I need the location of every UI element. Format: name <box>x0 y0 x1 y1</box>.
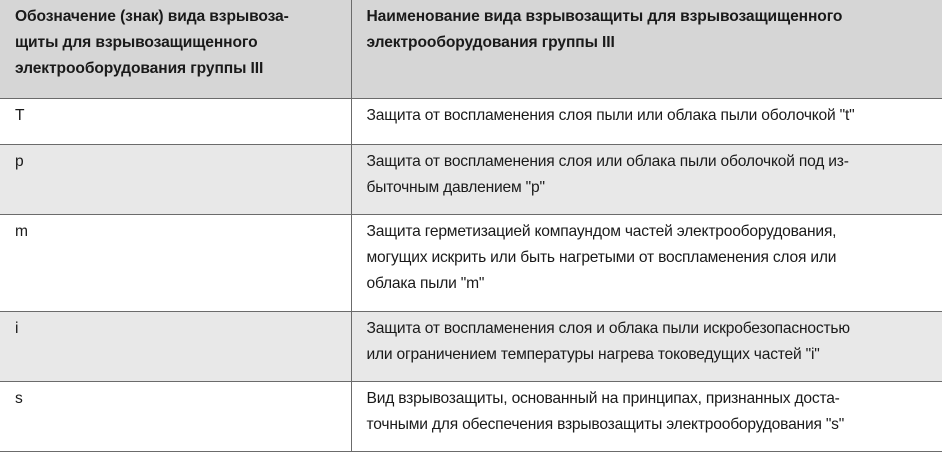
header-text-line: электрооборудования группы III <box>15 60 264 77</box>
symbol-cell: m <box>0 215 351 312</box>
header-text-line: Наименование вида взрывозащиты для взрывозащищенного <box>366 8 843 25</box>
table-row <box>0 215 942 312</box>
table-row <box>0 145 942 215</box>
header-symbol-cell <box>0 0 351 99</box>
name-text-line: или ограничением температуры нагрева токоведущих частей "i" <box>366 346 820 363</box>
name-text-line: облака пыли "m" <box>366 275 485 292</box>
name-text-line: Вид взрывозащиты, основанный на принципах, признанных доста- <box>366 390 840 407</box>
name-text-line: точными для обеспечения взрывозащиты электрооборудования "s" <box>366 416 845 433</box>
table-header-row <box>0 0 942 99</box>
table-row <box>0 382 942 452</box>
table-row <box>0 312 942 382</box>
name-cell <box>351 382 942 452</box>
name-text-line: Защита от воспламенения слоя или облака пыли оболочкой под из- <box>366 153 849 170</box>
header-text-line: щиты для взрывозащищенного <box>15 34 258 51</box>
name-text-line: быточным давлением "p" <box>366 179 545 196</box>
table-row <box>0 99 942 145</box>
name-cell <box>351 215 942 312</box>
name-text-line: Защита от воспламенения слоя и облака пыли искробезопасностью <box>366 320 850 337</box>
name-text-line: Защита от воспламенения слоя пыли или облака пыли оболочкой "t" <box>366 107 855 124</box>
name-text-line: Защита герметизацией компаундом частей электрооборудования, <box>366 223 837 240</box>
header-text-line: электрооборудования группы III <box>366 34 615 51</box>
symbol-cell: i <box>0 312 351 382</box>
header-text-line: Обозначение (знак) вида взрывоза- <box>15 8 289 25</box>
name-cell <box>351 312 942 382</box>
symbol-cell: p <box>0 145 351 215</box>
symbol-cell: Т <box>0 99 351 145</box>
name-text-line: могущих искрить или быть нагретыми от воспламенения слоя или <box>366 249 837 266</box>
name-cell <box>351 99 942 145</box>
symbol-cell: s <box>0 382 351 452</box>
header-name-cell <box>351 0 942 99</box>
name-cell <box>351 145 942 215</box>
